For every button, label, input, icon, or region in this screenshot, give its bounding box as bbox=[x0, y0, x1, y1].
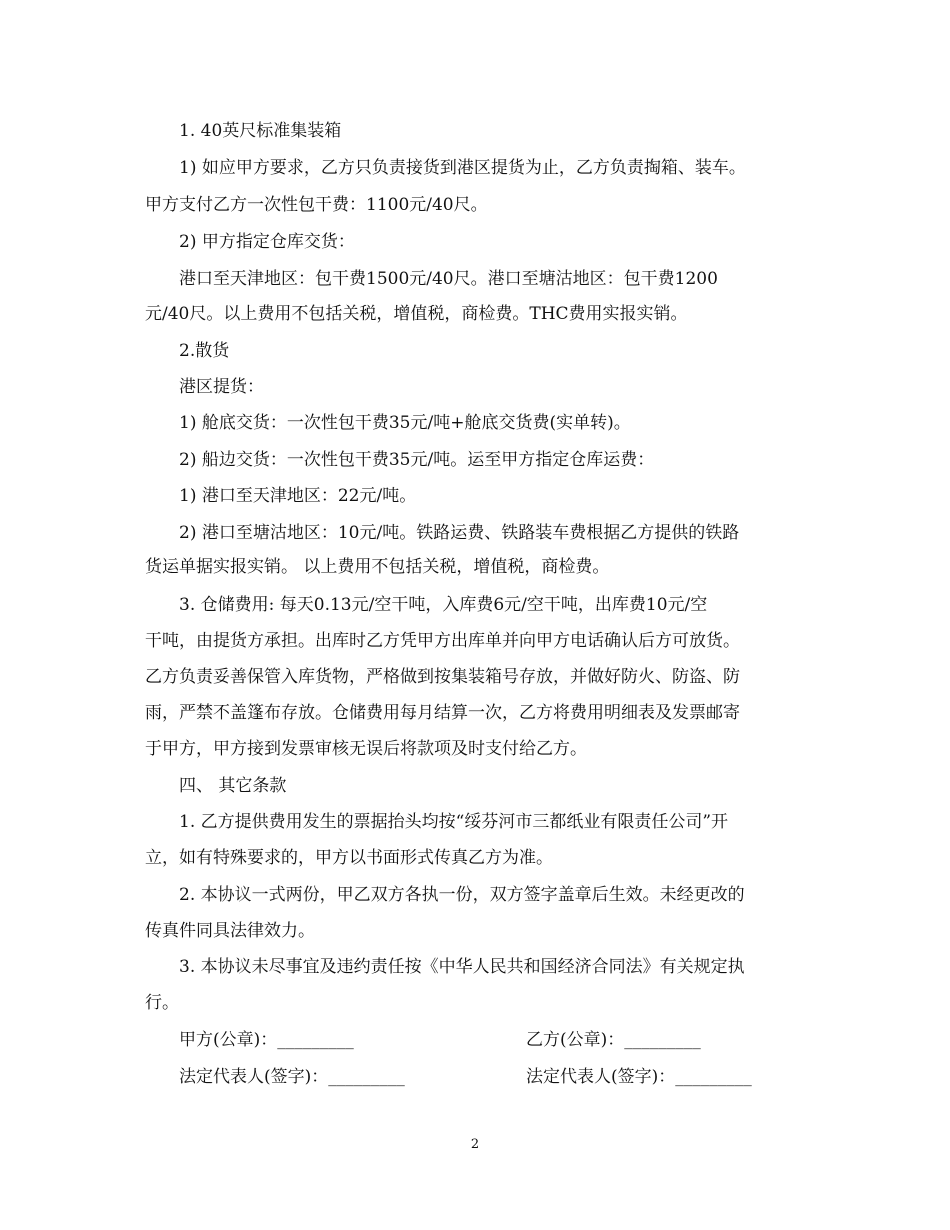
party-b-seal-field: 乙方(公章)：_________ bbox=[526, 1030, 701, 1050]
paragraph-line: 2. 本协议一式两份，甲乙双方各执一份，双方签字盖章后生效。未经更改的 bbox=[179, 885, 745, 905]
paragraph-line: 3. 本协议未尽事宜及违约责任按《中华人民共和国经济合同法》有关规定执 bbox=[179, 957, 745, 977]
paragraph-line: 雨，严禁不盖篷布存放。仓储费用每月结算一次，乙方将费用明细表及发票邮寄 bbox=[145, 703, 740, 723]
party-a-seal-field: 甲方(公章)：_________ bbox=[179, 1030, 354, 1050]
paragraph-line: 于甲方，甲方接到发票审核无误后将款项及时支付给乙方。 bbox=[145, 739, 587, 759]
paragraph-line: 1. 乙方提供费用发生的票据抬头均按“绥芬河市三都纸业有限责任公司”开 bbox=[179, 812, 729, 832]
paragraph-line: 1) 如应甲方要求，乙方只负责接货到港区提货为止，乙方负责掏箱、装车。 bbox=[179, 158, 746, 178]
paragraph-line: 2) 港口至塘沽地区：10元/吨。铁路运费、铁路装车费根据乙方提供的铁路 bbox=[179, 523, 740, 543]
paragraph-line: 2) 甲方指定仓库交货： bbox=[179, 232, 355, 252]
paragraph-line: 传真件同具法律效力。 bbox=[145, 921, 315, 941]
paragraph-line: 货运单据实报实销。 以上费用不包括关税，增值税，商检费。 bbox=[145, 557, 610, 577]
paragraph-line: 干吨，由提货方承担。出库时乙方凭甲方出库单并向甲方电话确认后方可放货。 bbox=[145, 631, 740, 651]
section-heading: 四、 其它条款 bbox=[179, 776, 287, 796]
paragraph-line: 港区提货： bbox=[179, 377, 264, 397]
paragraph-line: 乙方负责妥善保管入库货物，严格做到按集装箱号存放，并做好防火、防盗、防 bbox=[145, 667, 740, 687]
section-heading: 2.散货 bbox=[179, 341, 230, 361]
paragraph-line: 2) 船边交货：一次性包干费35元/吨。运至甲方指定仓库运费： bbox=[179, 450, 655, 470]
party-b-representative-field: 法定代表人(签字)：_________ bbox=[526, 1067, 752, 1087]
paragraph-line: 3. 仓储费用: 每天0.13元/空干吨，入库费6元/空干吨，出库费10元/空 bbox=[179, 595, 708, 615]
paragraph-line: 1) 港口至天津地区：22元/吨。 bbox=[179, 486, 417, 506]
paragraph-line: 元/40尺。以上费用不包括关税，增值税，商检费。THC费用实报实销。 bbox=[145, 304, 688, 324]
page-number: 2 bbox=[470, 1137, 480, 1152]
paragraph-line: 甲方支付乙方一次性包干费：1100元/40尺。 bbox=[145, 195, 488, 215]
section-heading: 1. 40英尺标准集装箱 bbox=[179, 121, 342, 141]
paragraph-line: 港口至天津地区：包干费1500元/40尺。港口至塘沽地区：包干费1200 bbox=[179, 269, 718, 289]
paragraph-line: 立，如有特殊要求的，甲方以书面形式传真乙方为准。 bbox=[145, 848, 553, 868]
paragraph-line: 1) 舱底交货：一次性包干费35元/吨+舱底交货费(实单转)。 bbox=[179, 413, 631, 433]
party-a-representative-field: 法定代表人(签字)：_________ bbox=[179, 1067, 405, 1087]
paragraph-line: 行。 bbox=[145, 993, 179, 1013]
